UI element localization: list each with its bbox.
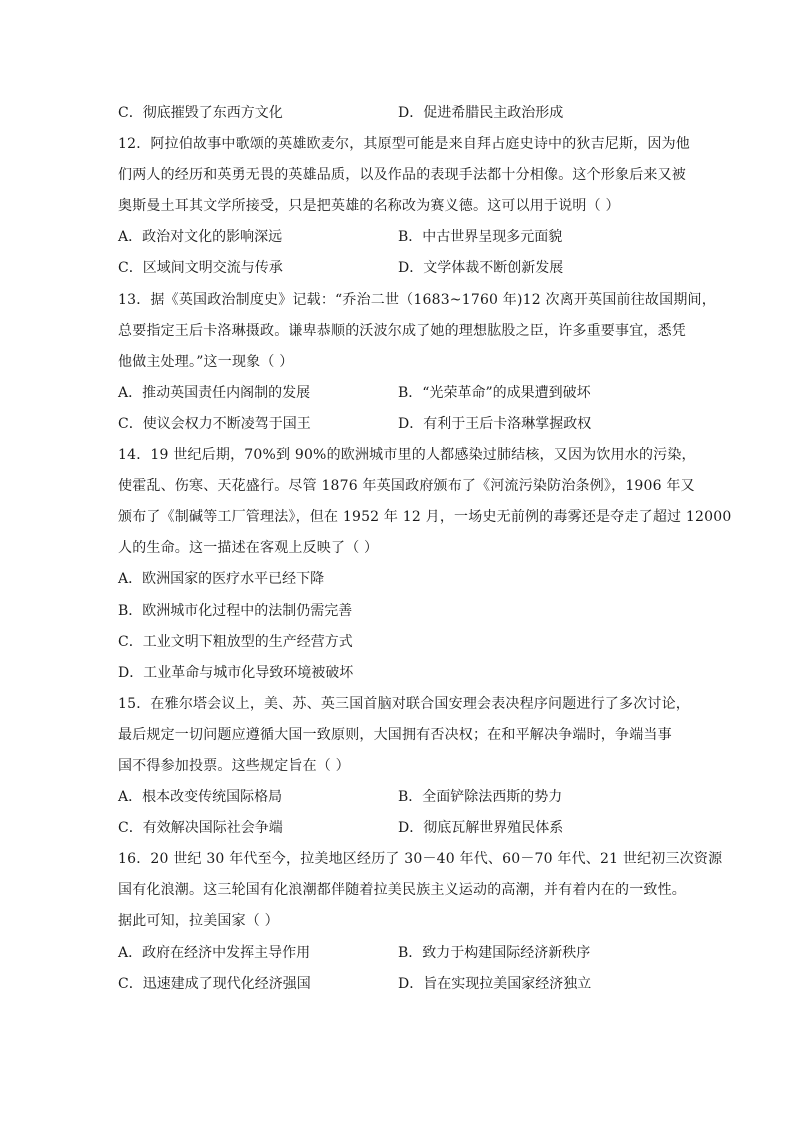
q13-option-b[interactable]: B．“光荣革命”的成果遭到破坏 xyxy=(398,384,591,401)
q11-option-c[interactable]: C．彻底摧毁了东西方文化 xyxy=(118,105,283,121)
q11-option-d[interactable]: D．促进希腊民主政治形成 xyxy=(398,105,564,121)
question-14 xyxy=(118,440,732,689)
q13-stem-line-3: 他做主处理。”这一现象（ ） xyxy=(118,353,294,370)
q16-option-a[interactable]: A．政府在经济中发挥主导作用 xyxy=(118,944,311,961)
q11-options-cd xyxy=(118,98,698,129)
q15-options-ab xyxy=(118,782,698,813)
q15-option-b[interactable]: B．全面铲除法西斯的势力 xyxy=(398,789,563,806)
q12-stem-line-1: 12．阿拉伯故事中歌颂的英雄欧麦尔，其原型可能是来自拜占庭史诗中的狄吉尼斯，因为他 xyxy=(118,136,691,153)
q14-option-b[interactable]: B．欧洲城市化过程中的法制仍需完善 xyxy=(118,602,353,619)
q16-stem-line-1: 16．20 世纪 30 年代至今，拉美地区经历了 30－40 年代、60－70 年代、21 世纪初三次资源 xyxy=(118,851,723,868)
q16-stem-line-3: 据此可知，拉美国家（ ） xyxy=(118,913,279,930)
q13-option-d[interactable]: D．有利于王后卡洛琳掌握政权 xyxy=(398,415,592,432)
q13-option-a[interactable]: A．推动英国责任内阁制的发展 xyxy=(118,384,311,401)
q12-options-ab xyxy=(118,222,698,253)
q14-stem-line-3: 颁布了《制碱等工厂管理法》，但在 1952 年 12 月，一场史无前例的毒雾还是夺走了超过 12000 xyxy=(118,509,732,526)
q13-stem-line-2: 总要指定王后卡洛琳摄政。谦卑恭顺的沃波尔成了她的理想肱股之臣，许多重要事宜，悉凭 xyxy=(118,322,686,339)
question-15 xyxy=(118,689,698,844)
q13-options-ab xyxy=(118,378,698,409)
q13-options-cd xyxy=(118,409,698,440)
q12-option-c[interactable]: C．区域间文明交流与传承 xyxy=(118,260,283,277)
q14-stem-line-4: 人的生命。这一描述在客观上反映了（ ） xyxy=(118,540,379,557)
q14-option-a[interactable]: A．欧洲国家的医疗水平已经下降 xyxy=(118,571,325,588)
q15-stem-line-1: 15．在雅尔塔会议上，美、苏、英三国首脑对联合国安理会表决程序问题进行了多次讨论， xyxy=(118,695,691,712)
q14-option-c[interactable]: C．工业文明下粗放型的生产经营方式 xyxy=(118,633,353,650)
q16-options-cd xyxy=(118,969,698,1000)
q12-option-d[interactable]: D．文学体裁不断创新发展 xyxy=(398,260,564,277)
q13-option-c[interactable]: C．使议会权力不断凌驾于国王 xyxy=(118,415,311,432)
q14-option-d[interactable]: D．工业革命与城市化导致环境被破坏 xyxy=(118,664,354,681)
q16-option-b[interactable]: B．致力于构建国际经济新秩序 xyxy=(398,944,591,961)
q12-options-cd xyxy=(118,253,698,284)
question-13 xyxy=(118,285,716,440)
q15-option-a[interactable]: A．根本改变传统国际格局 xyxy=(118,789,283,806)
q13-stem-line-1: 13．据《英国政治制度史》记载：“乔治二世（1683~1760 年)12 次离开英国前往故国期间， xyxy=(118,291,716,308)
q14-stem-line-1: 14．19 世纪后期，70%到 90%的欧洲城市里的人都感染过肺结核，又因为饮用水的污染， xyxy=(118,447,696,464)
q15-option-c[interactable]: C．有效解决国际社会争端 xyxy=(118,820,283,837)
q12-stem-line-3: 奥斯曼土耳其文学所接受，只是把英雄的名称改为赛义德。这可以用于说明（ ） xyxy=(118,198,620,215)
q15-option-d[interactable]: D．彻底瓦解世界殖民体系 xyxy=(398,820,564,837)
exam-page xyxy=(118,98,732,1000)
q16-option-c[interactable]: C．迅速建成了现代化经济强国 xyxy=(118,975,311,992)
q12-option-a[interactable]: A．政治对文化的影响深远 xyxy=(118,229,283,246)
q16-option-d[interactable]: D．旨在实现拉美国家经济独立 xyxy=(398,975,592,992)
q15-stem-line-2: 最后规定一切问题应遵循大国一致原则，大国拥有否决权；在和平解决争端时，争端当事 xyxy=(118,726,672,743)
q15-stem-line-3: 国不得参加投票。这些规定旨在（ ） xyxy=(118,757,350,774)
q15-options-cd xyxy=(118,813,698,844)
q16-options-ab xyxy=(118,938,698,969)
q16-stem-line-2: 国有化浪潮。这三轮国有化浪潮都伴随着拉美民族主义运动的高潮，并有着内在的一致性。 xyxy=(118,882,686,899)
q14-stem-line-2: 使霍乱、伤寒、天花盛行。尽管 1876 年英国政府颁布了《河流污染防治条例》，1906 年又 xyxy=(118,478,695,495)
q12-stem-line-2: 们两人的经历和英勇无畏的英雄品质，以及作品的表现手法都十分相像。这个形象后来又被 xyxy=(118,167,686,184)
question-16 xyxy=(118,844,723,999)
question-12 xyxy=(118,129,698,284)
q12-option-b[interactable]: B．中古世界呈现多元面貌 xyxy=(398,229,563,246)
